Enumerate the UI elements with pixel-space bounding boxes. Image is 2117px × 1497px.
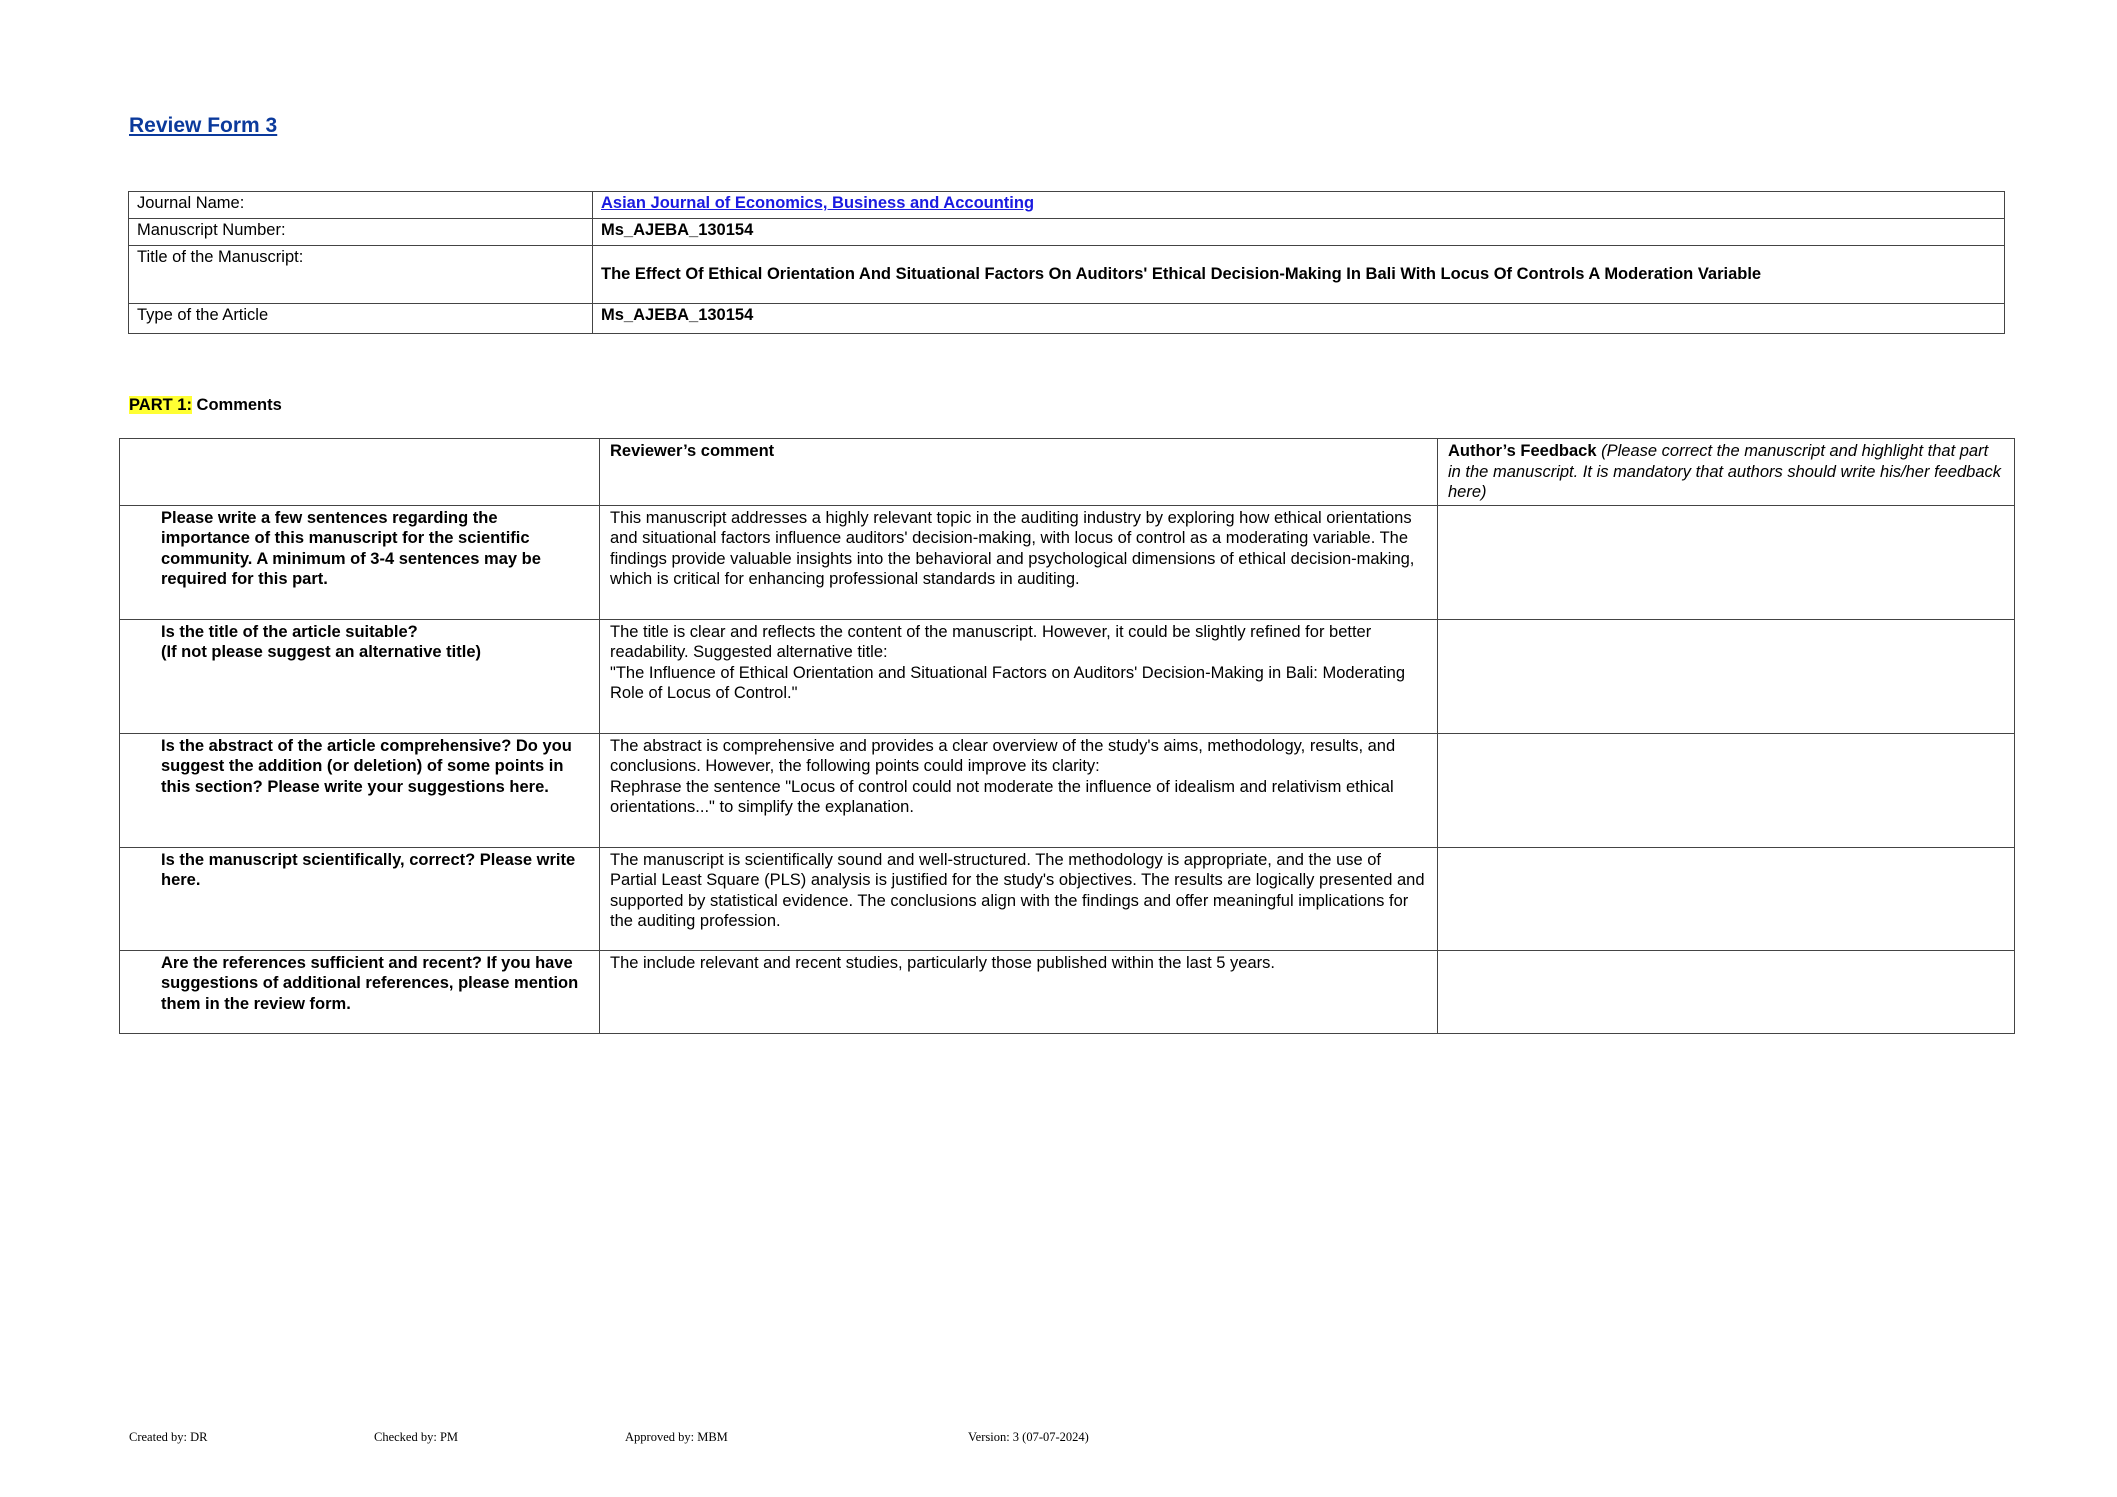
author-feedback-cell[interactable] (1438, 847, 2015, 950)
footer-created: Created by: DR (129, 1430, 208, 1444)
part-heading (129, 396, 282, 415)
part-label: PART 1: (129, 396, 192, 414)
journal-value (593, 192, 2005, 219)
manuscript-number-label: Manuscript Number: (129, 219, 593, 246)
article-type-value: Ms_AJEBA_130154 (593, 304, 2005, 334)
manuscript-title-row (129, 246, 2005, 304)
reviewer-comment-cell: This manuscript addresses a highly relevant topic in the auditing industry by exploring how ethical orientations and situational factors influence auditors' decision-making, with locus of control as a moderating variable. The findings provide valuable insights into the behavioral and psychological dimensions of ethical decision-making, which is critical for enhancing professional standards in auditing. (600, 505, 1438, 619)
comment-row (120, 847, 2015, 950)
article-type-label: Type of the Article (129, 304, 593, 334)
question-cell: Is the abstract of the article comprehensive? Do you suggest the addition (or deletion) of some points in this section? Please write your suggestions here. (120, 733, 600, 847)
author-feedback-note: (Please correct the manuscript and highlight that part in the manuscript. It is mandatory that authors should write his/her feedback here) (1448, 442, 2002, 501)
reviewer-comment-cell: The include relevant and recent studies, particularly those published within the last 5 years. (600, 950, 1438, 1033)
author-feedback-title: Author’s Feedback (1448, 442, 1597, 460)
author-feedback-cell[interactable] (1438, 619, 2015, 733)
question-cell: Is the manuscript scientifically, correct? Please write here. (120, 847, 600, 950)
question-cell: Please write a few sentences regarding the importance of this manuscript for the scientific community. A minimum of 3-4 sentences may be required for this part. (120, 505, 600, 619)
comment-row (120, 950, 2015, 1033)
question-cell: Are the references sufficient and recent? If you have suggestions of additional references, please mention them in the review form. (120, 950, 600, 1033)
manuscript-title-label: Title of the Manuscript: (129, 246, 593, 304)
comments-table (119, 438, 2015, 1034)
author-feedback-cell[interactable] (1438, 505, 2015, 619)
reviewer-comment-cell: The abstract is comprehensive and provides a clear overview of the study's aims, methodology, results, and conclusions. However, the following points could improve its clarity: Rephrase the sentence "Locus of control could not moderate the influence of idealism and relativism ethical orientations..." to simplify the explanation. (600, 733, 1438, 847)
reviewer-comment-cell: The title is clear and reflects the content of the manuscript. However, it could be slightly refined for better readability. Suggested alternative title: "The Influence of Ethical Orientation and Situational Factors on Auditors' Decision-Making in Bali: Moderating Role of Locus of Control." (600, 619, 1438, 733)
journal-label: Journal Name: (129, 192, 593, 219)
footer-approved: Approved by: MBM (625, 1430, 728, 1444)
reviewer-comment-cell: The manuscript is scientifically sound and well-structured. The methodology is appropriate, and the use of Partial Least Square (PLS) analysis is justified for the study's objectives. The results are logically presented and supported by statistical evidence. The conclusions align with the findings and offer meaningful implications for the auditing profession. (600, 847, 1438, 950)
manuscript-title-value: The Effect Of Ethical Orientation And Situational Factors On Auditors' Ethical Decision-Making In Bali With Locus Of Controls A Moderation Variable (593, 246, 2005, 304)
footer-version: Version: 3 (07-07-2024) (968, 1430, 1089, 1444)
article-type-row (129, 304, 2005, 334)
manuscript-number-row (129, 219, 2005, 246)
author-feedback-cell[interactable] (1438, 733, 2015, 847)
author-feedback-header (1438, 439, 2015, 506)
comment-row (120, 619, 2015, 733)
footer-checked: Checked by: PM (374, 1430, 459, 1444)
empty-header-cell (120, 439, 600, 506)
form-title[interactable]: Review Form 3 (129, 114, 278, 137)
author-feedback-cell[interactable] (1438, 950, 2015, 1033)
comment-row (120, 733, 2015, 847)
journal-row (129, 192, 2005, 219)
comment-row (120, 505, 2015, 619)
manuscript-number-value: Ms_AJEBA_130154 (593, 219, 2005, 246)
question-cell: Is the title of the article suitable? (If not please suggest an alternative title) (120, 619, 600, 733)
part-title: Comments (196, 396, 282, 414)
journal-link[interactable]: Asian Journal of Economics, Business and Accounting (601, 194, 1035, 212)
reviewer-comment-header: Reviewer’s comment (600, 439, 1438, 506)
manuscript-info-table (128, 191, 2005, 334)
comments-header-row (120, 439, 2015, 506)
